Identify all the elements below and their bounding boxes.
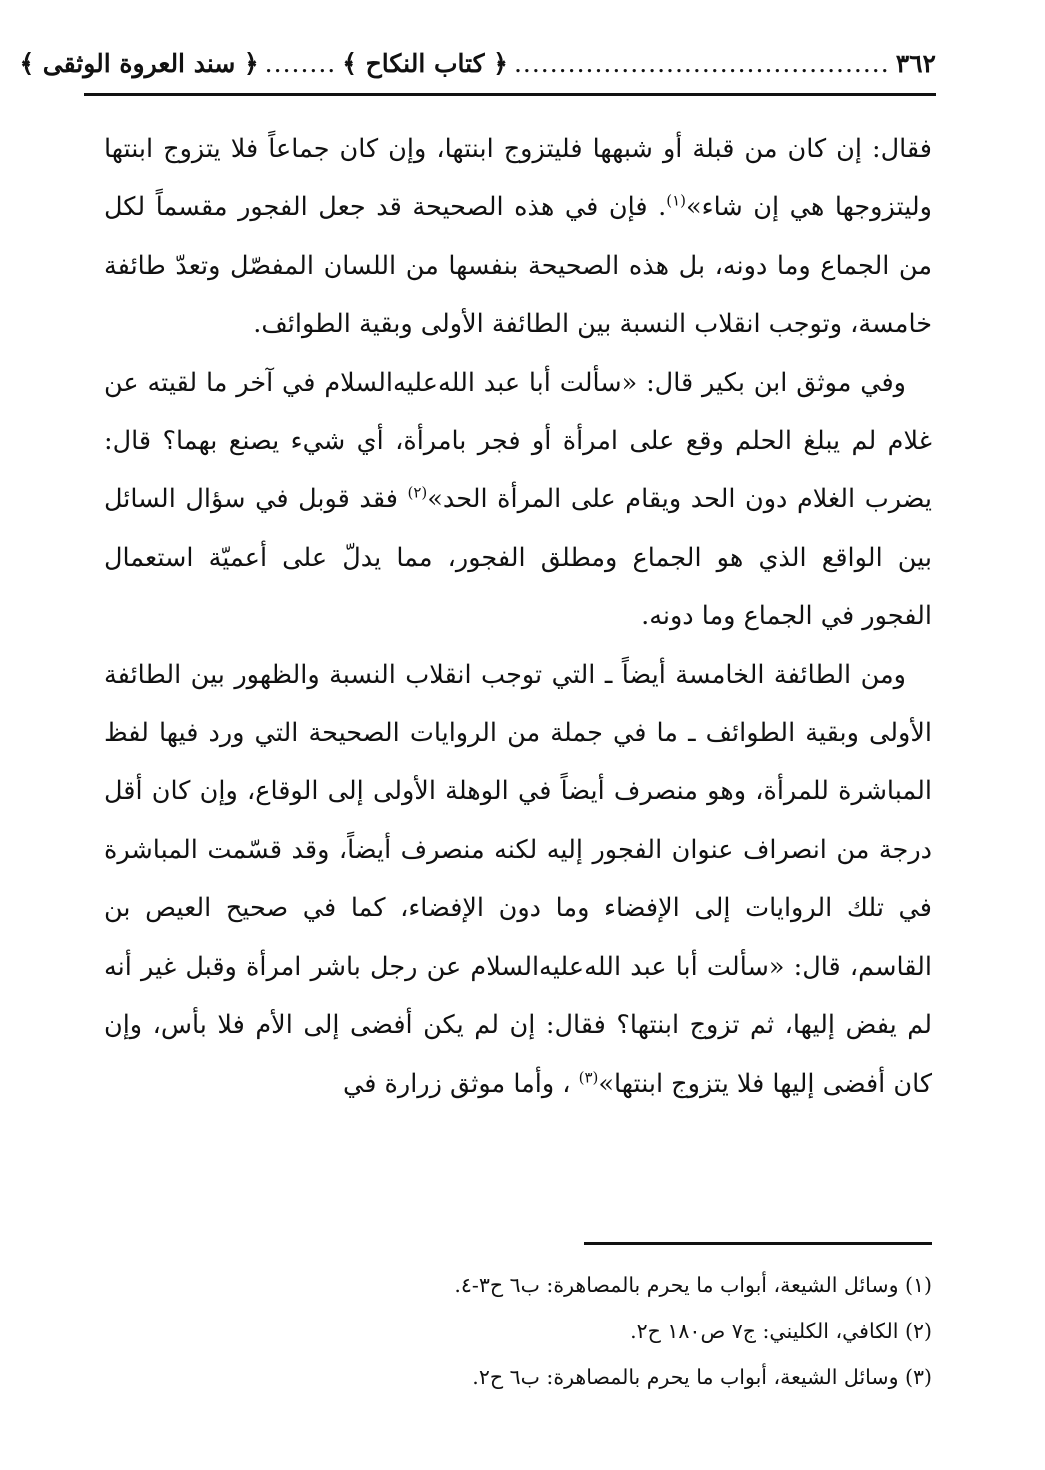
footnote-marker: (٢) bbox=[407, 483, 428, 502]
running-header bbox=[19, 40, 936, 86]
header-leader-dots-short: ........ bbox=[264, 48, 337, 78]
paragraph bbox=[104, 354, 932, 646]
paragraph-text: فقد قوبل في سؤال السائل بين الواقع الذي هو الجماع ومطلق الفجور، مما يدلّ على أعميّة استعمال الفجور في الجماع وما دونه. bbox=[104, 484, 932, 632]
section-title: ﴿ كتاب النكاح ﴾ bbox=[342, 48, 508, 78]
footnotes bbox=[300, 1262, 932, 1400]
paragraph-text: ، وأما موثق زرارة في bbox=[342, 1068, 579, 1099]
page-number: ٣٦٢ bbox=[895, 48, 936, 78]
header-rule bbox=[84, 93, 936, 96]
paragraph-text: فقال: إن كان من قبلة أو شبهها فليتزوج ابنتها، وإن كان جماعاً فلا يتزوج ابنتها وليتزوجها هي إن شاء» bbox=[104, 134, 932, 223]
paragraph-text: وفي موثق ابن بكير قال: «سألت أبا عبد الله‌عليه‌السلام في آخر ما لقيته عن غلام لم يبلغ الحلم وقع على امرأة أو فجر بامرأة، أي شيء يصنع بهما؟ قال: يضرب الغلام دون الحد ويقام على المرأة الحد» bbox=[104, 367, 932, 515]
footnote-marker: (٣) bbox=[578, 1068, 599, 1086]
header-leader-dots: .......................................... bbox=[513, 48, 890, 78]
main-text bbox=[104, 120, 932, 1113]
paragraph bbox=[104, 646, 932, 1113]
footnote: (٣) وسائل الشيعة، أبواب ما يحرم بالمصاهرة: ب٦ ح٢. bbox=[472, 1365, 932, 1389]
paragraph bbox=[104, 120, 932, 354]
footnote-marker: (١) bbox=[666, 191, 686, 210]
footnote-separator bbox=[584, 1242, 932, 1245]
footnote: (٢) الكافي، الكليني: ج٧ ص١٨٠ ح٢. bbox=[630, 1319, 932, 1343]
footnote: (١) وسائل الشيعة، أبواب ما يحرم بالمصاهرة: ب٦ ح٣-٤. bbox=[454, 1273, 932, 1297]
paragraph-text: ومن الطائفة الخامسة أيضاً ـ التي توجب انقلاب النسبة والظهور بين الطائفة الأولى وبقية الطوائف ـ ما في جملة من الروايات الصحيحة التي ورد فيها لفظ المباشرة للمرأة، وهو منصرف أيضاً في الوهلة الأولى إلى الوقاع، وإن كان أقل درجة من انصراف عنوان الفجور إليه لكنه منصرف أيضاً، وقد قسّمت المباشرة في تلك الروايات إلى الإفضاء وما دون الإفضاء، كما في صحيح العيص بن القاسم، قال: «سألت أبا عبد الله‌عليه‌السلام عن رجل باشر امرأة وقبل غير أنه لم يفض إليها، ثم تزوج ابنتها؟ فقال: إن لم يكن أفضى إلى الأم فلا بأس، وإن كان أفضى إليها فلا يتزوج ابنتها» bbox=[104, 659, 932, 1099]
paragraph-text: . فإن في هذه الصحيحة قد جعل الفجور مقسماً لكل من الجماع وما دونه، بل هذه الصحيحة بنفسها من اللسان المفصّل وتعدّ طائفة خامسة، وتوجب انقلاب النسبة بين الطائفة الأولى وبقية الطوائف. bbox=[104, 192, 932, 340]
book-title: ﴿ سند العروة الوثقى ﴾ bbox=[19, 48, 259, 78]
